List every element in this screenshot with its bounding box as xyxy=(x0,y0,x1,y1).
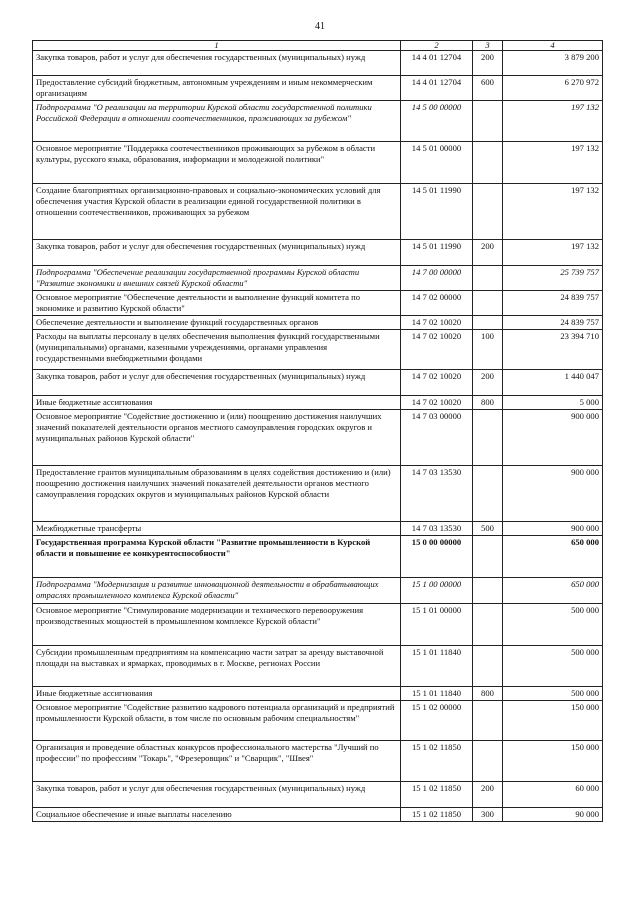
row-expense-type xyxy=(473,291,503,316)
row-amount: 23 394 710 xyxy=(503,330,603,370)
row-code: 14 7 02 10020 xyxy=(401,370,473,396)
row-expense-type: 600 xyxy=(473,76,503,101)
row-expense-type: 200 xyxy=(473,51,503,76)
column-header-3: 3 xyxy=(473,41,503,51)
table-row xyxy=(33,536,603,578)
row-code: 14 7 02 10020 xyxy=(401,316,473,330)
row-expense-type xyxy=(473,701,503,741)
row-expense-type xyxy=(473,410,503,466)
row-expense-type: 300 xyxy=(473,808,503,822)
row-amount: 650 000 xyxy=(503,578,603,604)
row-name: Обеспечение деятельности и выполнение функций государственных органов xyxy=(33,316,401,330)
row-expense-type xyxy=(473,578,503,604)
row-code: 14 5 01 11990 xyxy=(401,240,473,266)
row-code: 15 1 02 11850 xyxy=(401,782,473,808)
row-name: Основное мероприятие "Содействие достижению и (или) поощрению достижения наилучших значений показателей деятельности органов местного самоуправления городских округов и муниципальных районов Курской области" xyxy=(33,410,401,466)
row-amount: 6 270 972 xyxy=(503,76,603,101)
row-amount: 24 839 757 xyxy=(503,291,603,316)
row-code: 14 7 02 00000 xyxy=(401,291,473,316)
row-name: Закупка товаров, работ и услуг для обеспечения государственных (муниципальных) нужд xyxy=(33,51,401,76)
row-code: 14 5 01 00000 xyxy=(401,142,473,184)
row-amount: 3 879 200 xyxy=(503,51,603,76)
table-row xyxy=(33,604,603,646)
row-amount: 500 000 xyxy=(503,687,603,701)
row-name: Подпрограмма "О реализации на территории Курской области государственной политики Российской Федерации в отношении соотечественников, проживающих за рубежом" xyxy=(33,101,401,142)
row-expense-type: 200 xyxy=(473,240,503,266)
table-row xyxy=(33,808,603,822)
row-name: Закупка товаров, работ и услуг для обеспечения государственных (муниципальных) нужд xyxy=(33,370,401,396)
row-amount: 60 000 xyxy=(503,782,603,808)
row-code: 15 1 02 00000 xyxy=(401,701,473,741)
page-number: 41 xyxy=(315,21,325,32)
row-code: 15 1 01 11840 xyxy=(401,646,473,687)
table-row xyxy=(33,687,603,701)
row-expense-type xyxy=(473,466,503,522)
row-name: Государственная программа Курской области "Развитие промышленности в Курской области и повышение ее конкурентоспособности" xyxy=(33,536,401,578)
row-code: 15 1 01 00000 xyxy=(401,604,473,646)
row-code: 15 1 00 00000 xyxy=(401,578,473,604)
column-header-2: 2 xyxy=(401,41,473,51)
row-amount: 900 000 xyxy=(503,522,603,536)
column-header-1: 1 xyxy=(33,41,401,51)
row-expense-type: 200 xyxy=(473,370,503,396)
row-name: Расходы на выплаты персоналу в целях обеспечения выполнения функций государственными (муниципальными) органами, казенными учреждениями, органами управления государственными внебюджетными фондами xyxy=(33,330,401,370)
table-row xyxy=(33,51,603,76)
table-row xyxy=(33,396,603,410)
row-amount: 25 739 757 xyxy=(503,266,603,291)
budget-table xyxy=(32,40,603,822)
row-expense-type: 200 xyxy=(473,782,503,808)
row-name: Социальное обеспечение и иные выплаты населению xyxy=(33,808,401,822)
table-header-row xyxy=(33,41,603,51)
row-name: Подпрограмма "Обеспечение реализации государственной программы Курской области "Развитие экономики и внешних связей Курской области" xyxy=(33,266,401,291)
row-code: 14 4 01 12704 xyxy=(401,51,473,76)
row-code: 14 5 01 11990 xyxy=(401,184,473,240)
row-amount: 197 132 xyxy=(503,101,603,142)
row-amount: 90 000 xyxy=(503,808,603,822)
table-row xyxy=(33,316,603,330)
row-name: Иные бюджетные ассигнования xyxy=(33,396,401,410)
row-name: Межбюджетные трансферты xyxy=(33,522,401,536)
row-amount: 150 000 xyxy=(503,701,603,741)
row-code: 14 7 03 13530 xyxy=(401,466,473,522)
row-code: 14 5 00 00000 xyxy=(401,101,473,142)
table-row xyxy=(33,578,603,604)
row-expense-type: 500 xyxy=(473,522,503,536)
row-amount: 500 000 xyxy=(503,604,603,646)
row-expense-type: 800 xyxy=(473,687,503,701)
row-name: Создание благоприятных организационно-правовых и социально-экономических условий для обеспечения участия Курской области в реализации единой государственной политики в отношении соотечественников, проживающих за рубежом xyxy=(33,184,401,240)
row-name: Иные бюджетные ассигнования xyxy=(33,687,401,701)
row-code: 15 1 01 11840 xyxy=(401,687,473,701)
row-amount: 500 000 xyxy=(503,646,603,687)
row-amount: 5 000 xyxy=(503,396,603,410)
row-code: 15 0 00 00000 xyxy=(401,536,473,578)
row-expense-type: 100 xyxy=(473,330,503,370)
row-name: Закупка товаров, работ и услуг для обеспечения государственных (муниципальных) нужд xyxy=(33,782,401,808)
table-row xyxy=(33,466,603,522)
table-row xyxy=(33,646,603,687)
row-amount: 1 440 047 xyxy=(503,370,603,396)
row-expense-type: 800 xyxy=(473,396,503,410)
row-name: Основное мероприятие "Стимулирование модернизации и технического перевооружения производственных мощностей в промышленном комплексе Курской области" xyxy=(33,604,401,646)
table-row xyxy=(33,330,603,370)
row-expense-type xyxy=(473,184,503,240)
row-expense-type xyxy=(473,142,503,184)
row-expense-type xyxy=(473,604,503,646)
row-code: 14 7 02 10020 xyxy=(401,396,473,410)
row-expense-type xyxy=(473,536,503,578)
row-name: Основное мероприятие "Обеспечение деятельности и выполнение функций комитета по экономике и развитию Курской области" xyxy=(33,291,401,316)
row-expense-type xyxy=(473,101,503,142)
row-expense-type xyxy=(473,646,503,687)
row-name: Основное мероприятие "Содействие развитию кадрового потенциала организаций и предприятий промышленности Курской области, в том числе по основным рабочим специальностям" xyxy=(33,701,401,741)
table-row xyxy=(33,184,603,240)
row-name: Предоставление субсидий бюджетным, автономным учреждениям и иным некоммерческим организациям xyxy=(33,76,401,101)
table-row xyxy=(33,76,603,101)
row-amount: 900 000 xyxy=(503,466,603,522)
table-row xyxy=(33,266,603,291)
row-name: Основное мероприятие "Поддержка соотечественников проживающих за рубежом в области культуры, русского языка, образования, информации и молодежной политики" xyxy=(33,142,401,184)
row-code: 15 1 02 11850 xyxy=(401,808,473,822)
table-row xyxy=(33,522,603,536)
row-amount: 900 000 xyxy=(503,410,603,466)
row-code: 14 7 02 10020 xyxy=(401,330,473,370)
table-row xyxy=(33,142,603,184)
table-row xyxy=(33,410,603,466)
row-name: Субсидии промышленным предприятиям на компенсацию части затрат за аренду выставочной площади на выставках и ярмарках, проводимых в г. Москве, регионах России xyxy=(33,646,401,687)
row-code: 14 7 03 13530 xyxy=(401,522,473,536)
row-amount: 197 132 xyxy=(503,240,603,266)
row-expense-type xyxy=(473,316,503,330)
row-amount: 197 132 xyxy=(503,142,603,184)
row-amount: 650 000 xyxy=(503,536,603,578)
row-name: Организация и проведение областных конкурсов профессионального мастерства "Лучший по профессии" по профессиям "Токарь", "Фрезеровщик" и "Сварщик", "Швея" xyxy=(33,741,401,782)
row-code: 15 1 02 11850 xyxy=(401,741,473,782)
row-expense-type xyxy=(473,266,503,291)
table-row xyxy=(33,370,603,396)
row-amount: 197 132 xyxy=(503,184,603,240)
row-amount: 150 000 xyxy=(503,741,603,782)
column-header-4: 4 xyxy=(503,41,603,51)
row-amount: 24 839 757 xyxy=(503,316,603,330)
row-name: Закупка товаров, работ и услуг для обеспечения государственных (муниципальных) нужд xyxy=(33,240,401,266)
row-code: 14 4 01 12704 xyxy=(401,76,473,101)
table-row xyxy=(33,701,603,741)
row-expense-type xyxy=(473,741,503,782)
table-row xyxy=(33,240,603,266)
row-name: Подпрограмма "Модернизация и развитие инновационной деятельности в обрабатывающих отраслях промышленного комплекса Курской области" xyxy=(33,578,401,604)
table-row xyxy=(33,782,603,808)
table-row xyxy=(33,291,603,316)
table-row xyxy=(33,741,603,782)
row-code: 14 7 00 00000 xyxy=(401,266,473,291)
table-row xyxy=(33,101,603,142)
row-name: Предоставление грантов муниципальным образованиям в целях содействия достижению и (или) поощрению достижения наилучших значений показателей деятельности органов местного самоуправления городских округов и муниципальных районов Курской области xyxy=(33,466,401,522)
row-code: 14 7 03 00000 xyxy=(401,410,473,466)
